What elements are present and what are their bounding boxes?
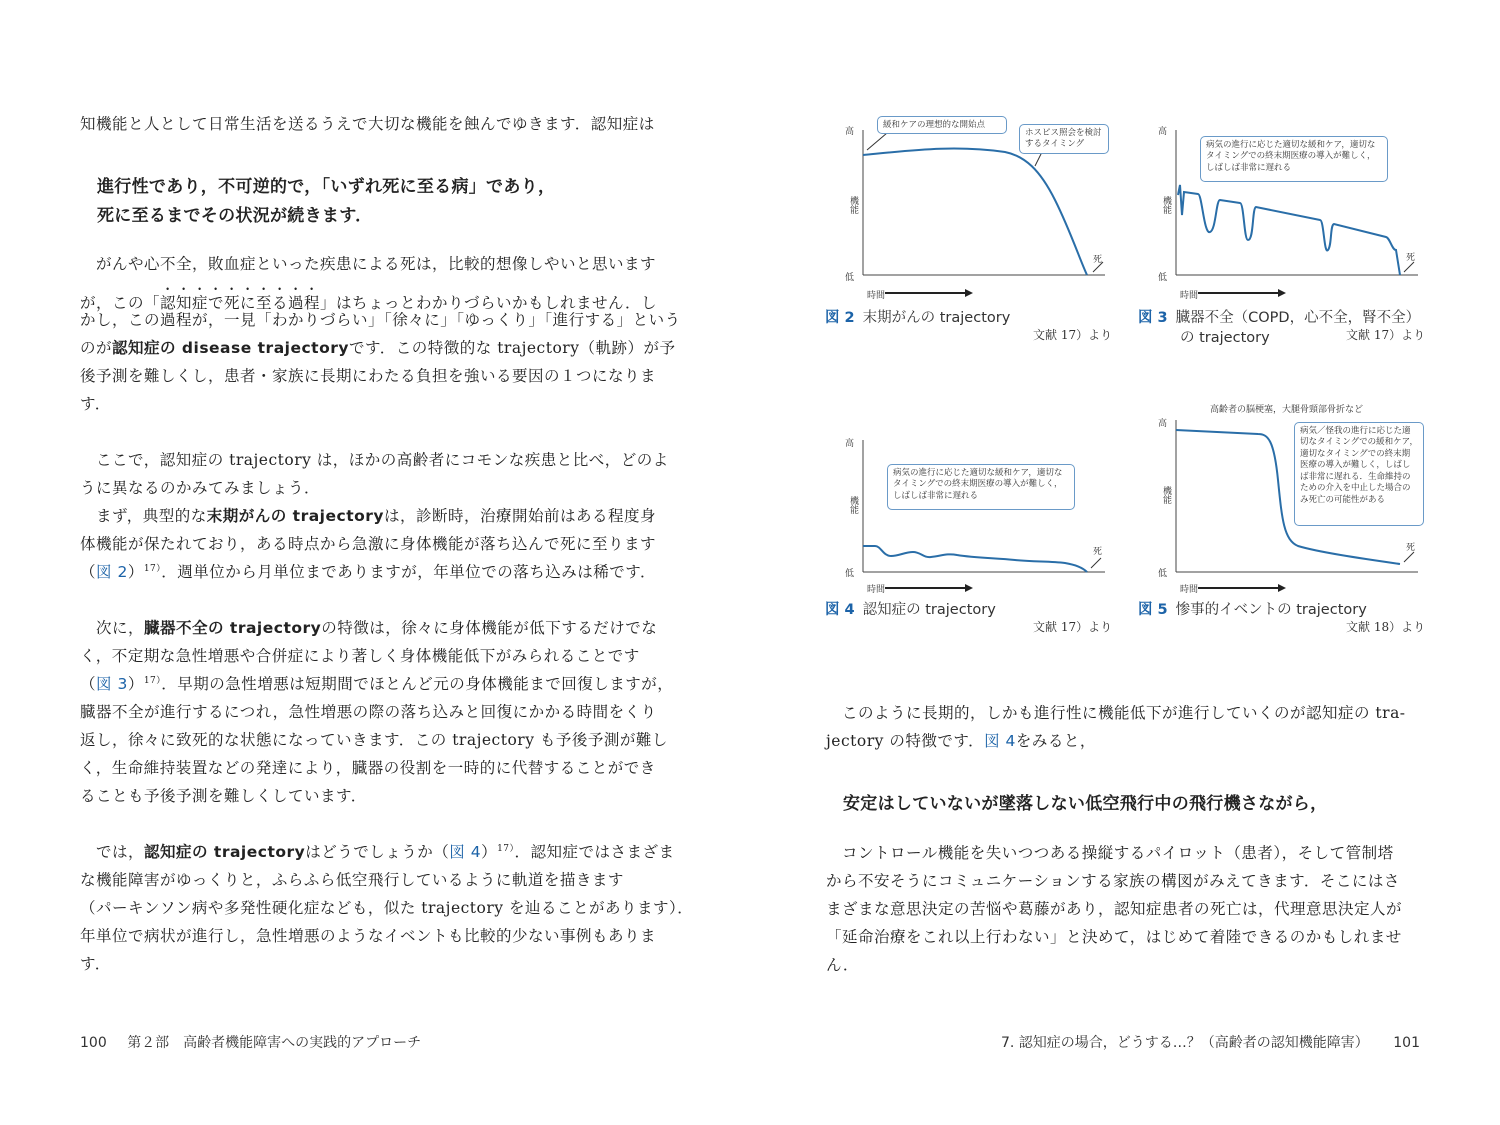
running-head: 7. 認知症の場合，どうする…？（高齢者の認知機能障害） [1001,1035,1369,1051]
body-line: ることも予後予測を難しくしています． [80,787,367,805]
emphasis-line: 死に至るまでその状況が続きます． [97,206,373,226]
page-number: 100 [80,1035,107,1051]
figure-title: 認知症の trajectory [862,602,996,618]
text-segment: ） [127,563,144,582]
axis-low: 低 [1158,273,1168,283]
death-label: 死 [1406,543,1416,553]
trajectory-curve [863,149,1087,275]
body-line [80,565,656,581]
dotted-phrase: 認知症で死に至る過程 [160,294,321,312]
figure-ref-link[interactable]: 図 3 [96,675,128,694]
figure-source: 文献 18）より [1346,620,1426,634]
text-segment: です．この特徴的な trajectory（軌跡）が予 [349,339,676,357]
citation: 17） [143,676,162,686]
emphasis-line: 進行性であり，不可逆的で，「いずれ死に至る病」であり， [97,177,556,197]
bold-term: 認知症の disease trajectory [112,339,349,357]
right-page [750,0,1500,1125]
death-label: 死 [1406,253,1416,263]
footer [80,1032,421,1052]
figure-title: 惨事的イベントの trajectory [1175,602,1367,618]
figure-caption [825,306,1010,327]
body-line: がんや心不全，敗血症といった疾患による死は，比較的想像しやいと思います [96,255,657,273]
death-label: 死 [1093,547,1103,557]
figure-number: 図 3 [1138,310,1168,326]
figure-5 [1138,400,1428,640]
text-segment: の特徴は，徐々に身体機能が低下するだけでな [321,619,658,637]
figure-source: 文献 17）より [1033,620,1113,634]
axis-high: 高 [1158,419,1168,429]
text-segment: ．認知症ではさまざま [514,843,675,862]
text-segment: ） [127,675,144,694]
text-segment: 」はちょっとわかりづらいかもしれません．し [320,294,657,312]
body-line: から不安そうにコミュニケーションする家族の構図がみえてきます．そこにはさ [826,872,1400,890]
body-line: 臓器不全が進行するにつれ，急性増悪の際の落ち込みと回復にかかる時間をくり [80,703,657,721]
figure-2 [825,110,1115,350]
text-segment: まず，典型的な [96,507,207,525]
body-line: （パーキンソン病や多発性硬化症なども，似た trajectory を辿ることがあります）． [80,899,694,917]
text-segment: ．週単位から月単位までありますが，年単位での落ち込みは稀です． [161,563,657,582]
figure-title: 臓器不全（COPD，心不全，腎不全） [1175,310,1421,326]
body-line: 「延命治療をこれ以上行わない」と決めて，はじめて着陸できるのかもしれませ [826,928,1402,946]
body-line: ここで，認知症の trajectory は，ほかの高齢者にコモンな疾患と比べ，どのよ [96,451,669,469]
axis-low: 低 [1158,569,1168,579]
axis-low: 低 [845,569,855,579]
text-segment: では， [96,843,145,862]
text-segment: jectory の特徴です． [826,732,985,750]
time-arrow-head [1278,289,1286,297]
x-axis-label: 時間 [1180,585,1199,595]
figure-4 [825,400,1115,640]
death-arrow [1404,552,1414,562]
body-line: 知機能と人として日常生活を送るうえで大切な機能を蝕んでゆきます．認知症は [80,115,655,133]
text-segment: 次に， [96,619,145,637]
axis-high: 高 [845,439,855,449]
text-segment: のが [80,339,113,357]
trajectory-curve [1178,185,1400,275]
callout-palliative: 病気の進行に応じた適切な緩和ケア，適切なタイミングでの終末期医療の導入が難しく，しばしば非常に遅れる [1200,136,1388,182]
body-line: す． [80,955,111,973]
callout-hospice: ホスピス照会を検討するタイミング [1019,124,1109,154]
body-line: す． [80,395,111,413]
running-head: 第２部 高齢者機能障害への実践的アプローチ [127,1035,422,1051]
figure-ref-link[interactable]: 図 2 [96,563,128,582]
x-axis-label: 時間 [1180,291,1199,301]
text-segment: はどうでしょうか（ [305,843,450,862]
figure-number: 図 2 [825,310,855,326]
figure-number: 図 5 [1138,602,1168,618]
figure-ref-link[interactable]: 図 4 [449,843,482,862]
text-segment: が，この「 [80,294,161,312]
bold-term: 臓器不全の trajectory [144,619,322,637]
body-line: 返し，徐々に致死的な状態になっていきます．この trajectory も予後予測が難し [80,731,668,749]
death-label: 死 [1093,255,1103,265]
body-line: このように長期的，しかも進行性に機能低下が進行していくのが認知症の tra- [842,704,1406,722]
text-segment: ．早期の急性増悪は短期間でほとんど元の身体機能まで回復しますが， [161,675,674,694]
page-number: 101 [1393,1035,1420,1051]
axis-low: 低 [845,273,855,283]
body-line: く，生命維持装置などの発達により，臓器の役割を一時的に代替することができ [80,759,656,777]
time-arrow-head [965,289,973,297]
figure-caption [1138,306,1420,327]
body-line: く，不定期な急性増悪や合併症により著しく身体機能低下がみられることです [80,647,640,665]
time-arrow-head [965,584,973,592]
body-line: まざまな意思決定の苦悩や葛藤があり，認知症患者の死亡は，代理意思決定人が [826,900,1403,918]
body-line: かし，この過程が，一見「わかりづらい」「徐々に」「ゆっくり」「進行する」という [80,311,681,329]
body-line: コントロール機能を失いつつある操縦するパイロット（患者），そして管制塔 [842,844,1394,862]
figure-title: 末期がんの trajectory [862,310,1011,326]
body-line: 体機能が保たれており，ある時点から急激に身体機能が落ち込んで死に至ります [80,535,657,553]
text-segment: をみると， [1015,732,1096,750]
text-segment: ） [481,843,498,862]
callout-palliative: 病気／怪我の進行に応じた適切なタイミングでの緩和ケア，適切なタイミングでの終末期医療の導入が難しく，しばしば非常に遅れる．生命維持のための介入を中止した場合のみ死亡の可能性がある [1294,422,1424,526]
body-line [826,734,1096,750]
body-line [96,845,675,861]
time-arrow-head [1278,584,1286,592]
body-line [80,285,657,312]
text-segment: （ [80,675,97,694]
body-line [96,621,657,637]
footer [1001,1032,1420,1052]
body-line [80,677,673,693]
death-arrow [1404,262,1414,272]
figure-source: 文献 17）より [1346,328,1426,342]
figure-source: 文献 17）より [1033,328,1113,342]
callout-palliative: 病気の進行に応じた適切な緩和ケア，適切なタイミングでの終末期医療の導入が難しく，しばしば非常に遅れる [887,464,1075,510]
trajectory-curve [863,546,1087,572]
body-line [96,509,656,525]
body-line [80,341,675,357]
figure-caption [1138,598,1367,619]
x-axis-label: 時間 [867,291,886,301]
axis-high: 高 [1158,127,1168,137]
callout-arrow [867,133,887,150]
x-axis-label: 時間 [867,585,886,595]
bold-term: 末期がんの trajectory [206,507,384,525]
y-axis-label: 機能 [848,196,858,214]
figure-3 [1138,110,1428,350]
figure-top-label: 高齢者の脳梗塞，大腿骨頸部骨折など [1210,405,1364,415]
figure-number: 図 4 [825,602,855,618]
body-line: うに異なるのかみてみましょう． [80,479,321,497]
body-line: 年単位で病状が進行し，急性増悪のようなイベントも比較的少ない事例もありま [80,927,657,945]
citation: 17） [143,564,162,574]
death-arrow [1091,558,1101,568]
callout-ideal-start: 緩和ケアの理想的な開始点 [877,116,1007,134]
emphasis-line: 安定はしていないが墜落しない低空飛行中の飛行機さながら， [843,794,1328,814]
body-line: 後予測を難しくし，患者・家族に長期にわたる負担を強いる要因の１つになりま [80,367,657,385]
body-line: ん． [826,956,859,974]
figure-title-cont: の trajectory [1180,330,1270,346]
bold-term: 認知症の trajectory [144,843,306,862]
y-axis-label: 機能 [1161,486,1171,504]
axis-high: 高 [845,127,855,137]
y-axis-label: 機能 [848,496,858,514]
text-segment: は，診断時，治療開始前はある程度身 [384,507,657,525]
figure-caption [825,598,996,619]
citation: 17） [497,844,515,854]
text-segment: （ [80,563,97,582]
body-line: な機能障害がゆっくりと，ふらふら低空飛行しているように軌道を描きます [80,871,624,889]
figure-ref-link[interactable]: 図 4 [984,732,1016,750]
y-axis-label: 機能 [1161,196,1171,214]
